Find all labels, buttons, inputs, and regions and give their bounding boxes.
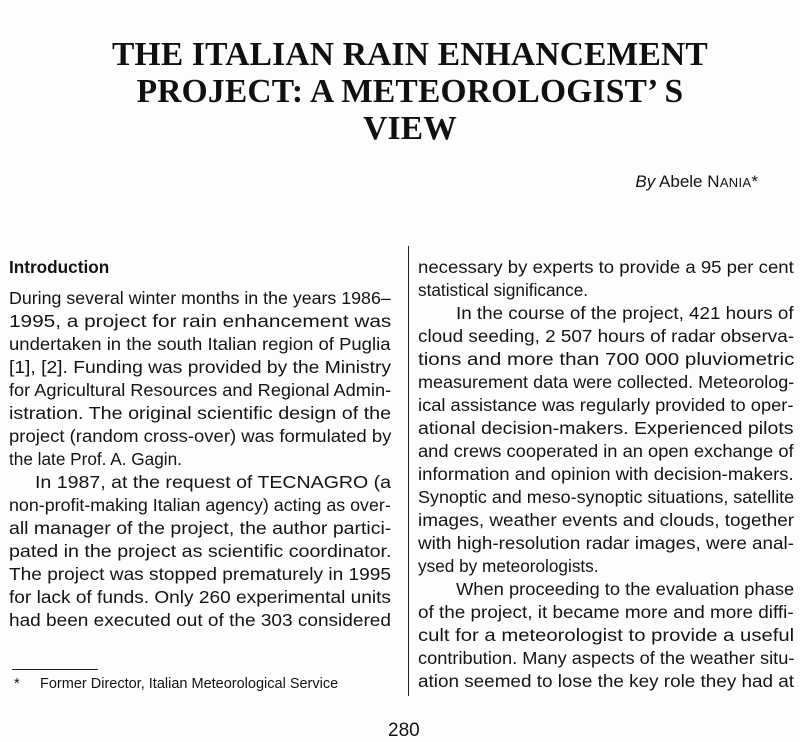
author-byline <box>635 172 758 192</box>
text-line: ation seemed to lose the key role they had at <box>418 671 795 691</box>
text-line: ical assistance was regularly provided to oper- <box>418 395 794 415</box>
text-line: tions and more than 700 000 pluviometric <box>418 349 795 369</box>
text-line: In the course of the project, 421 hours of <box>456 303 794 323</box>
author-first-name: Abele <box>659 172 703 191</box>
text-line: information and opinion with decision-makers. <box>418 464 794 484</box>
footnote-text: Former Director, Italian Meteorological Service <box>40 676 339 692</box>
text-line: undertaken in the south Italian region of Puglia <box>9 334 391 354</box>
text-line: contribution. Many aspects of the weather situ- <box>418 648 795 668</box>
text-line: Synoptic and meso-synoptic situations, satellite <box>418 487 795 507</box>
author-surname: NANIA <box>707 172 752 191</box>
text-line: necessary by experts to provide a 95 per cent <box>418 257 794 277</box>
text-line: statistical significance. <box>418 280 589 300</box>
byline-by: By <box>635 172 656 191</box>
text-line: of the project, it became more and more diffi- <box>418 602 794 622</box>
text-line: the late Prof. A. Gagin. <box>9 449 182 469</box>
footnote <box>14 676 338 692</box>
text-line: measurement data were collected. Meteorolog- <box>418 372 795 392</box>
text-line: had been executed out of the 303 considered <box>9 610 391 630</box>
section-heading: Introduction <box>9 257 110 277</box>
text-line: images, weather events and clouds, together <box>418 510 795 530</box>
text-line: During several winter months in the years 1986– <box>9 288 391 308</box>
text-line: for lack of funds. Only 260 experimental units <box>9 587 391 607</box>
title-line: PROJECT: A METEOROLOGIST’ S <box>136 73 684 110</box>
text-line: [1], [2]. Funding was provided by the Ministry <box>9 357 392 377</box>
column-divider <box>408 246 409 696</box>
author-footnote-marker: * <box>751 172 758 191</box>
article-title <box>40 36 780 147</box>
text-line: pated in the project as scientific coordinator. <box>9 541 392 561</box>
page-number: 280 <box>388 720 420 741</box>
footnote-marker: * <box>14 676 20 692</box>
text-line: 1995, a project for rain enhancement was <box>9 311 392 331</box>
title-line: THE ITALIAN RAIN ENHANCEMENT <box>112 36 708 73</box>
text-line: with high-resolution radar images, were anal- <box>418 533 794 553</box>
text-line: non-profit-making Italian agency) acting as over- <box>9 495 391 515</box>
text-line: cult for a meteorologist to provide a useful <box>418 625 795 645</box>
text-line: ational decision-makers. Experienced pilots <box>418 418 794 438</box>
text-line: In 1987, at the request of TECNAGRO (a <box>35 472 392 492</box>
text-line: cloud seeding, 2 507 hours of radar observa- <box>418 326 795 346</box>
title-line: VIEW <box>363 110 457 147</box>
text-line: all manager of the project, the author partici- <box>9 518 392 538</box>
text-line: The project was stopped prematurely in 1995 <box>9 564 391 584</box>
text-line: istration. The original scientific design of the <box>9 403 392 423</box>
text-line: for Agricultural Resources and Regional Admin- <box>9 380 392 400</box>
text-line: project (random cross-over) was formulated by <box>9 426 392 446</box>
text-line: ysed by meteorologists. <box>418 556 599 576</box>
footnote-rule <box>12 669 98 670</box>
text-line: When proceeding to the evaluation phase <box>456 579 795 599</box>
text-line: and crews cooperated in an open exchange of <box>418 441 794 461</box>
